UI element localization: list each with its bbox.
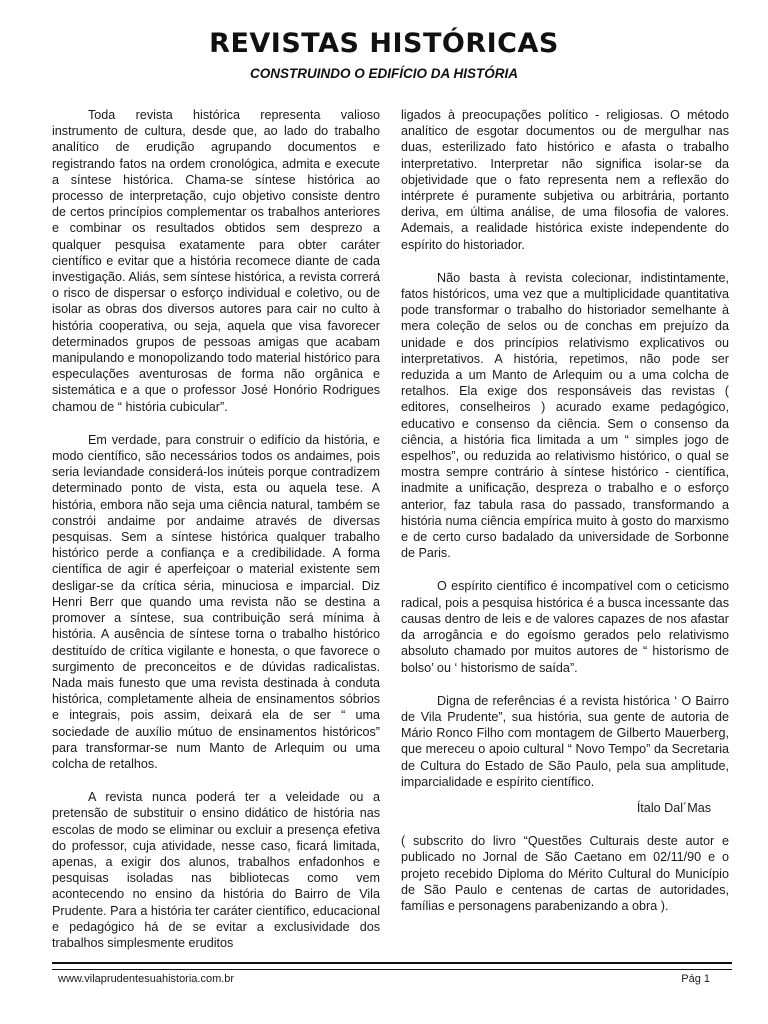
page-title: REVISTAS HISTÓRICAS — [209, 28, 559, 59]
footer-divider — [52, 962, 732, 970]
page-subtitle: CONSTRUINDO O EDIFÍCIO DA HISTÓRIA — [249, 66, 518, 81]
paragraph-right-2: Não basta à revista colecionar, indistintamente, fatos históricos, uma vez que a multiplicidade quantitativa pode transformar o trabalho do historiador semelhante à mera coleção de selos ou de conchas em prejuízo da unidade e dos princípios relativismo explicativos ou interpretativos. A história, repetimos, não pode ser reduzida a um Manto de Arlequim ou a uma colcha de retalhos. Ela exige dos responsáveis das revistas ( editores, conselheiros ) acurado exame pedagógico, educativo e consenso da ciência. Sem o consenso da ciência, a história fica limitada a um “ simples jogo de espelhos”, ou reduzida ao relativismo histórico, o qual se mostra sempre contrário à síntese histórico - científica, inadmite a unificação, despreza o trabalho e o esforço anterior, faz tabula rasa do passado, transformando a história numa ciência empírica muito à gosto do marxismo e de certo curso badalado da universidade de Sorbonne de Paris. — [401, 270, 729, 561]
paragraph-left-1: Toda revista histórica representa valioso instrumento de cultura, desde que, ao lado do trabalho analítico de erudição agrupando documentos e registrando fatos na ordem cronológica, admita e execute a síntese histórica. Chama-se síntese histórica ao processo de interpretação, cujo objetivo consiste dentro de certos princípios complementar os trabalhos anteriores e combinar os resultados obtidos sem desprezo a qualquer pesquisa exatamente para obter caráter científico e evitar que a história recomece diante de cada investigação. Aliás, sem síntese histórica, a revista correrá o risco de dispersar o esforço individual e coletivo, ou de isolar as obras dos diversos autores para cair no culto à história cooperativa, ou seja, aquela que visa favorecer determinados grupos de pessoas amigas que acabam manipulando e monopolizando todo material histórico para especulações aventurosas de forma não orgânica e sistemática e a que o professor José Honório Rodrigues chamou de “ história cubicular”. — [52, 108, 380, 414]
right-column — [401, 107, 729, 914]
paragraph-right-4: Digna de referências é a revista histórica ‘ O Bairro de Vila Prudente”, sua história, sua gente de autoria de Mário Ronco Filho com montagem de Gilberto Mauerberg, que mereceu o apoio cultural “ Novo Tempo” da Secretaria de Cultura do Estado de São Paulo, pela sua amplitude, imparcialidade e espírito científico. — [401, 693, 729, 789]
page-number: Pág 1 — [681, 973, 710, 985]
left-column — [52, 107, 380, 951]
paragraph-right-1: ligados à preocupações político - religiosas. O método analítico de esgotar documentos ou de mergulhar nas duas, esterilizado fato histórico e afasta o trabalho interpretativo. Interpretar não significa isolar-se da objetividade que o fato representa nem a reflexão do intérprete é puramente subjetiva ou arbitrária, portanto deriva, em última análise, de uma filosofia de valores. Ademais, a realidade histórica existe independente do espírito do historiador. — [401, 108, 729, 252]
publication-note: ( subscrito do livro “Questões Culturais deste autor e publicado no Jornal de São Caetano em 02/11/90 e o projeto recebido Diploma do Mérito Cultural do Município de São Paulo e centenas de cartas de autoridades, famílias e personagens parabenizando a obra ). — [401, 834, 729, 913]
footer-url: www.vilaprudentesuahistoria.com.br — [58, 973, 235, 985]
paragraph-right-3: O espírito científico é incompatível com o ceticismo radical, pois a pesquisa histórica é a busca incessante das causas dentro de leis e de valores capazes de nos afastar da arrogância e do egoísmo gerados pelo relativismo absoluto chamado por muitos autores de “ historismo de bolso’ ou ‘ historismo de saída”. — [401, 579, 729, 675]
paragraph-left-3: A revista nunca poderá ter a veleidade ou a pretensão de substituir o ensino didático de história nas escolas de modo se eliminar ou excluir a presença efetiva do professor, cuja atividade, nesse caso, ficará limitada, apenas, a exigir dos alunos, trabalhos enfadonhos e pesquisas isoladas nas bibliotecas como vem acontecendo no ensino da história do Bairro de Vila Prudente. Para a história ter caráter científico, educacional e pedagógico há de se evitar a exclusividade dos trabalhos simplesmente eruditos — [52, 790, 380, 950]
paragraph-left-2: Em verdade, para construir o edifício da história, e modo científico, são necessários todos os andaimes, pois seria leviandade considerá-los inúteis porque contradizem determinado ponto de vista, esta ou aquela tese. A história, embora não seja uma ciência natural, também se constrói andaime por andaime através de diversas pesquisas. Sem a síntese histórica qualquer trabalho histórico perde a confiança e a credibilidade. A forma científica de agir é aperfeiçoar o material existente sem desligar-se da crítica séria, minuciosa e imparcial. Diz Henri Berr que quando uma revista não se destina a promover a síntese, sua contribuição será mínima à história. A ausência de síntese torna o trabalho histórico destituído de crítica vigilante e honesta, o que favorece o surgimento de preconceitos e de dúvidas radicalistas. Nada mais funesto que uma revista destinada à conduta histórica, completamente alheia de ensinamentos sóbrios e integrais, pois assim, deixará ela de ser “ uma sociedade de auxílio mútuo de ensinamentos históricos” para transformar-se num Manto de Arlequim ou uma colcha de retalhos. — [52, 432, 380, 771]
author-signature: Ítalo Dal´Mas — [636, 800, 711, 815]
